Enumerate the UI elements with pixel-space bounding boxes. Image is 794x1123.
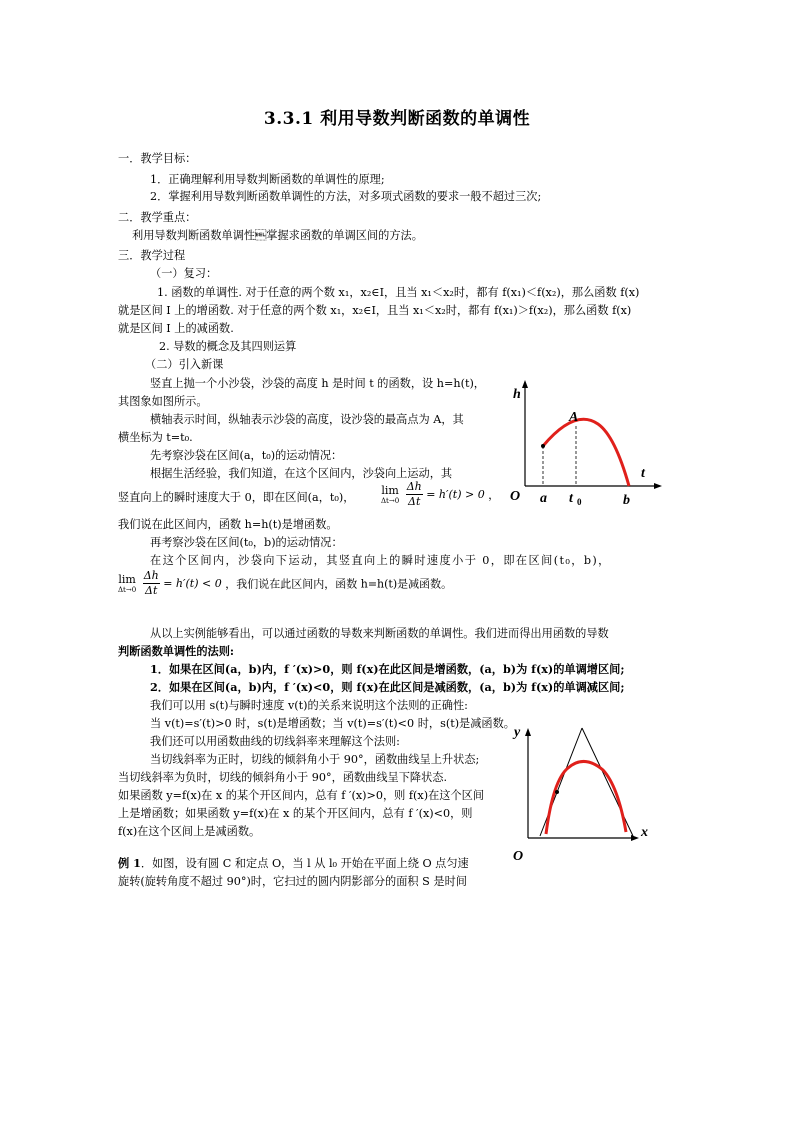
page-title: 3.3.1 利用导数判断函数的单调性 (263, 109, 531, 129)
y-axis-arrow-icon (522, 380, 528, 388)
explanation-text: 当 v(t)=s′(t)>0 时，s(t)是增函数；当 v(t)=s′(t)<0 时，s(t)是减函数。 (150, 717, 515, 730)
explanation-text: 我们还可以用函数曲线的切线斜率来理解这个法则: (150, 735, 400, 748)
x-axis-arrow-icon (631, 835, 639, 841)
axis-label-h: h (513, 387, 521, 402)
x-axis-arrow-icon (654, 483, 662, 489)
label-t0-subscript: 0 (577, 497, 582, 507)
tangent-point (555, 790, 559, 794)
height-curve (543, 419, 629, 486)
new-lesson-text: 再考察沙袋在区间(t₀，b)的运动情况： (150, 536, 343, 549)
new-lesson-text: 竖直向上的瞬时速度大于 0，即在区间(a，t₀)， (118, 491, 355, 504)
rule-1: 1．如果在区间(a，b)内，f ′(x)>0，则 f(x)在此区间是增函数，(a，b)为 f(x)的单调增区间; (150, 662, 625, 676)
review-heading: （一）复习： (150, 267, 218, 280)
explanation-text: f(x)在这个区间上是减函数。 (118, 825, 261, 838)
label-peak-A: A (569, 410, 579, 425)
explanation-text: 当切线斜率为负时，切线的倾斜角小于 90°，函数曲线呈下降状态. (118, 771, 448, 784)
review-paragraph-line: 就是区间 I 上的增函数. 对于任意的两个数 x₁，x₂∈I，且当 x₁＜x₂时，都有 f(x₁)＞f(x₂)，那么函数 f(x) (118, 304, 632, 317)
explanation-text: 如果函数 y=f(x)在 x 的某个开区间内，总有 f ′(x)>0，则 f(x)在这个区间 (118, 789, 485, 802)
limit-expression-decreasing: lim Δt→0 $\frac{\Delta h}{\Delta t}$ = h′(t) < 0 ，我们说在此区间内，函数 h=h(t)是减函数。 (118, 569, 453, 597)
label-a: a (540, 491, 547, 506)
fraction: $\frac{\Delta h}{\Delta t}$ (143, 569, 159, 597)
new-lesson-text: 在这个区间内，沙袋向下运动，其竖直向上的瞬时速度小于 0，即在区间(t₀，b)， (150, 554, 611, 567)
origin-label: O (510, 489, 521, 504)
example-label: 例 1 (118, 856, 141, 870)
new-lesson-text: 先考察沙袋在区间(a，t₀)的运动情况： (150, 449, 343, 462)
new-lesson-text: 根据生活经验，我们知道，在这个区间内，沙袋向上运动，其 (150, 467, 453, 480)
new-lesson-text: 其图象如图所示。 (118, 395, 208, 408)
example-1-line: 旋转(旋转角度不超过 90°)时，它扫过的圆内阴影部分的面积 S 是时间 (118, 875, 467, 888)
new-lesson-heading: （二）引入新课 (145, 358, 224, 371)
section-heading-objectives: 一．教学目标： (118, 152, 197, 165)
explanation-text: 我们可以用 s(t)与瞬时速度 v(t)的关系来说明这个法则的正确性: (150, 699, 468, 712)
tangent-line-right (582, 728, 633, 836)
fraction: $\frac{\Delta h}{\Delta t}$ (406, 480, 422, 508)
limit-expression-increasing: lim Δt→0 $\frac{\Delta h}{\Delta t}$ = h′(t) > 0 ， (381, 480, 500, 508)
new-lesson-text: 横坐标为 t=t₀. (118, 431, 193, 444)
limit-symbol: lim Δt→0 (118, 572, 137, 594)
label-b: b (623, 493, 630, 508)
new-lesson-text: 竖直上抛一个小沙袋，沙袋的高度 h 是时间 t 的函数，设 h=h(t)， (150, 377, 485, 390)
section-heading-key-points: 二．教学重点： (118, 211, 197, 224)
explanation-text: 当切线斜率为正时，切线的倾斜角小于 90°，函数曲线呈上升状态; (150, 753, 480, 766)
section-heading-process: 三．教学过程 (118, 249, 186, 262)
tangent-slope-figure (508, 720, 656, 865)
review-paragraph-line: 就是区间 I 上的减函数. (118, 322, 234, 335)
axis-label-t: t (641, 466, 645, 481)
key-points-text: 利用导数判断函数单调性掌握求函数的单调区间的方法。 (132, 229, 423, 242)
review-item-2: 2. 导数的概念及其四则运算 (159, 340, 297, 353)
explanation-text: 上是增函数；如果函数 y=f(x)在 x 的某个开区间内，总有 f ′(x)<0，则 (118, 807, 473, 820)
objective-item-1: 1．正确理解利用导数判断函数的单调性的原理; (150, 173, 385, 186)
review-paragraph-line: 1. 函数的单调性. 对于任意的两个数 x₁，x₂∈I，且当 x₁＜x₂时，都有 f(x₁)＜f(x₂)，那么函数 f(x) (157, 286, 640, 299)
axis-label-y: y (514, 725, 521, 740)
example-1-line: 例 1．如图，设有圆 C 和定点 O，当 l 从 l₀ 开始在平面上绕 O 点匀速 (118, 856, 469, 870)
new-lesson-text: 横轴表示时间，纵轴表示沙袋的高度，设沙袋的最高点为 A，其 (150, 413, 464, 426)
height-time-figure (505, 378, 665, 510)
rule-intro: 判断函数单调性的法则: (118, 644, 235, 658)
start-point (541, 444, 545, 448)
axis-label-x: x (641, 825, 648, 840)
limit-symbol: lim Δt→0 (381, 483, 400, 505)
label-t0: t (569, 491, 573, 506)
rule-2: 2．如果在区间(a，b)内，f ′(x)<0，则 f(x)在此区间是减函数，(a，b)为 f(x)的单调减区间; (150, 680, 625, 694)
new-lesson-text: 我们说在此区间内，函数 h=h(t)是增函数。 (118, 518, 338, 531)
parabola-curve (546, 761, 626, 834)
origin-label: O (513, 849, 524, 864)
y-axis-arrow-icon (525, 728, 531, 736)
tangent-line-left (540, 728, 582, 836)
rule-intro: 从以上实例能够看出，可以通过函数的导数来判断函数的单调性。我们进而得出用函数的导数 (150, 627, 609, 640)
objective-item-2: 2．掌握利用导数判断函数单调性的方法，对多项式函数的要求一般不超过三次; (150, 190, 542, 203)
